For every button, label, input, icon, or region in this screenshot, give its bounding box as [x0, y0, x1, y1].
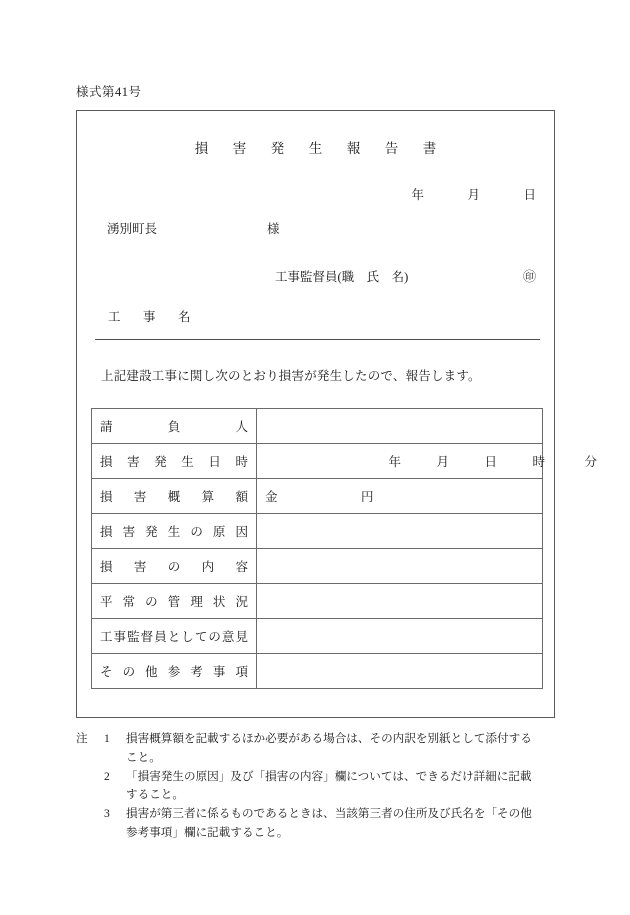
footnote-text: 参考事項」欄に記載すること。 [126, 825, 289, 839]
footnote-number: 1 [104, 732, 110, 745]
page-title: 損 害 発 生 報 告 書 [194, 141, 442, 156]
form-number: 様式第41号 [76, 85, 142, 99]
datetime-unit: 時 [532, 455, 545, 469]
datetime-unit: 年 [388, 455, 401, 469]
row-label-text: そ の 他 参 考 事 項 [100, 665, 248, 679]
amount-prefix: 金 [265, 490, 278, 504]
supervisor-label: 工事監督員(職 氏 名) [275, 270, 409, 284]
datetime-unit: 分 [584, 455, 597, 469]
table-row [92, 444, 543, 479]
footnote-text: 「損害発生の原因」及び「損害の内容」欄については、できるだけ詳細に記載 [126, 769, 532, 783]
date-month-label: 月 [467, 188, 480, 202]
footnote-line [76, 768, 576, 787]
footnote-text: 損害概算額を記載するほか必要がある場合は、その内訳を別紙として添付する [126, 732, 532, 745]
row-value-field[interactable] [257, 549, 543, 584]
table-body [92, 409, 597, 689]
date-year-label: 年 [411, 188, 424, 202]
row-label-text: 請 負 人 [100, 420, 248, 434]
table-row [92, 479, 543, 514]
row-label [92, 654, 257, 689]
row-value-field[interactable] [257, 584, 543, 619]
amount-units [265, 487, 534, 505]
row-value-field[interactable] [257, 619, 543, 654]
footnote-number: 2 [104, 769, 110, 783]
footnote-text: 損害が第三者に係るものであるときは、当該第三者の住所及び氏名を「その他 [126, 807, 532, 821]
table-row [92, 549, 543, 584]
row-value-field[interactable] [257, 479, 543, 514]
table-row [92, 409, 543, 444]
row-label [92, 549, 257, 584]
footnotes [76, 730, 576, 843]
row-label-text: 平 常 の 管 理 状 況 [100, 595, 248, 609]
row-label [92, 409, 257, 444]
work-name-block [95, 307, 540, 340]
footnote-number: 3 [104, 807, 110, 821]
footnote-line [76, 730, 576, 749]
row-label-text: 損 害 発 生 日 時 [100, 455, 248, 469]
addressee-name: 湧別町長 [107, 222, 158, 236]
seal-icon: ㊞ [522, 268, 536, 284]
footnote-text: こと。 [126, 750, 161, 764]
row-label-text: 損 害 発 生 の 原 因 [100, 525, 248, 539]
footnote-text: すること。 [126, 788, 184, 802]
datetime-unit: 日 [484, 455, 497, 469]
row-value-field[interactable] [257, 409, 543, 444]
table-row [92, 584, 543, 619]
row-label [92, 584, 257, 619]
datetime-units [265, 452, 597, 470]
row-label [92, 479, 257, 514]
row-label [92, 514, 257, 549]
row-label [92, 444, 257, 479]
row-label [92, 619, 257, 654]
date-day-label: 日 [523, 188, 536, 202]
table-row [92, 654, 543, 689]
date-line [368, 185, 536, 203]
work-name-rule [95, 339, 540, 340]
footnote-marker: 注 [76, 732, 88, 745]
footnote-line [76, 824, 576, 843]
footnote-line [76, 749, 576, 768]
amount-suffix: 円 [361, 490, 374, 504]
datetime-unit: 月 [436, 455, 449, 469]
damage-report-table [91, 408, 597, 689]
form-frame [76, 110, 597, 718]
row-value-field[interactable] [257, 654, 543, 689]
row-label-text: 工 事 監 督 員 と し て の 意 見 [100, 630, 248, 644]
row-label-text: 損 害 概 算 額 [100, 490, 248, 504]
row-value-field[interactable] [257, 444, 597, 479]
table-row [92, 514, 543, 549]
addressee-honorific: 様 [267, 222, 280, 236]
row-label-text: 損 害 の 内 容 [100, 560, 248, 574]
footnote-line [76, 805, 576, 824]
row-value-field[interactable] [257, 514, 543, 549]
footnote-line [76, 786, 576, 805]
supervisor-signature-line [275, 267, 536, 285]
work-name-label: 工 事 名 [108, 310, 196, 324]
intro-statement: 上記建設工事に関し次のとおり損害が発生したので、報告します。 [101, 369, 481, 383]
addressee [107, 219, 280, 237]
table-row [92, 619, 543, 654]
